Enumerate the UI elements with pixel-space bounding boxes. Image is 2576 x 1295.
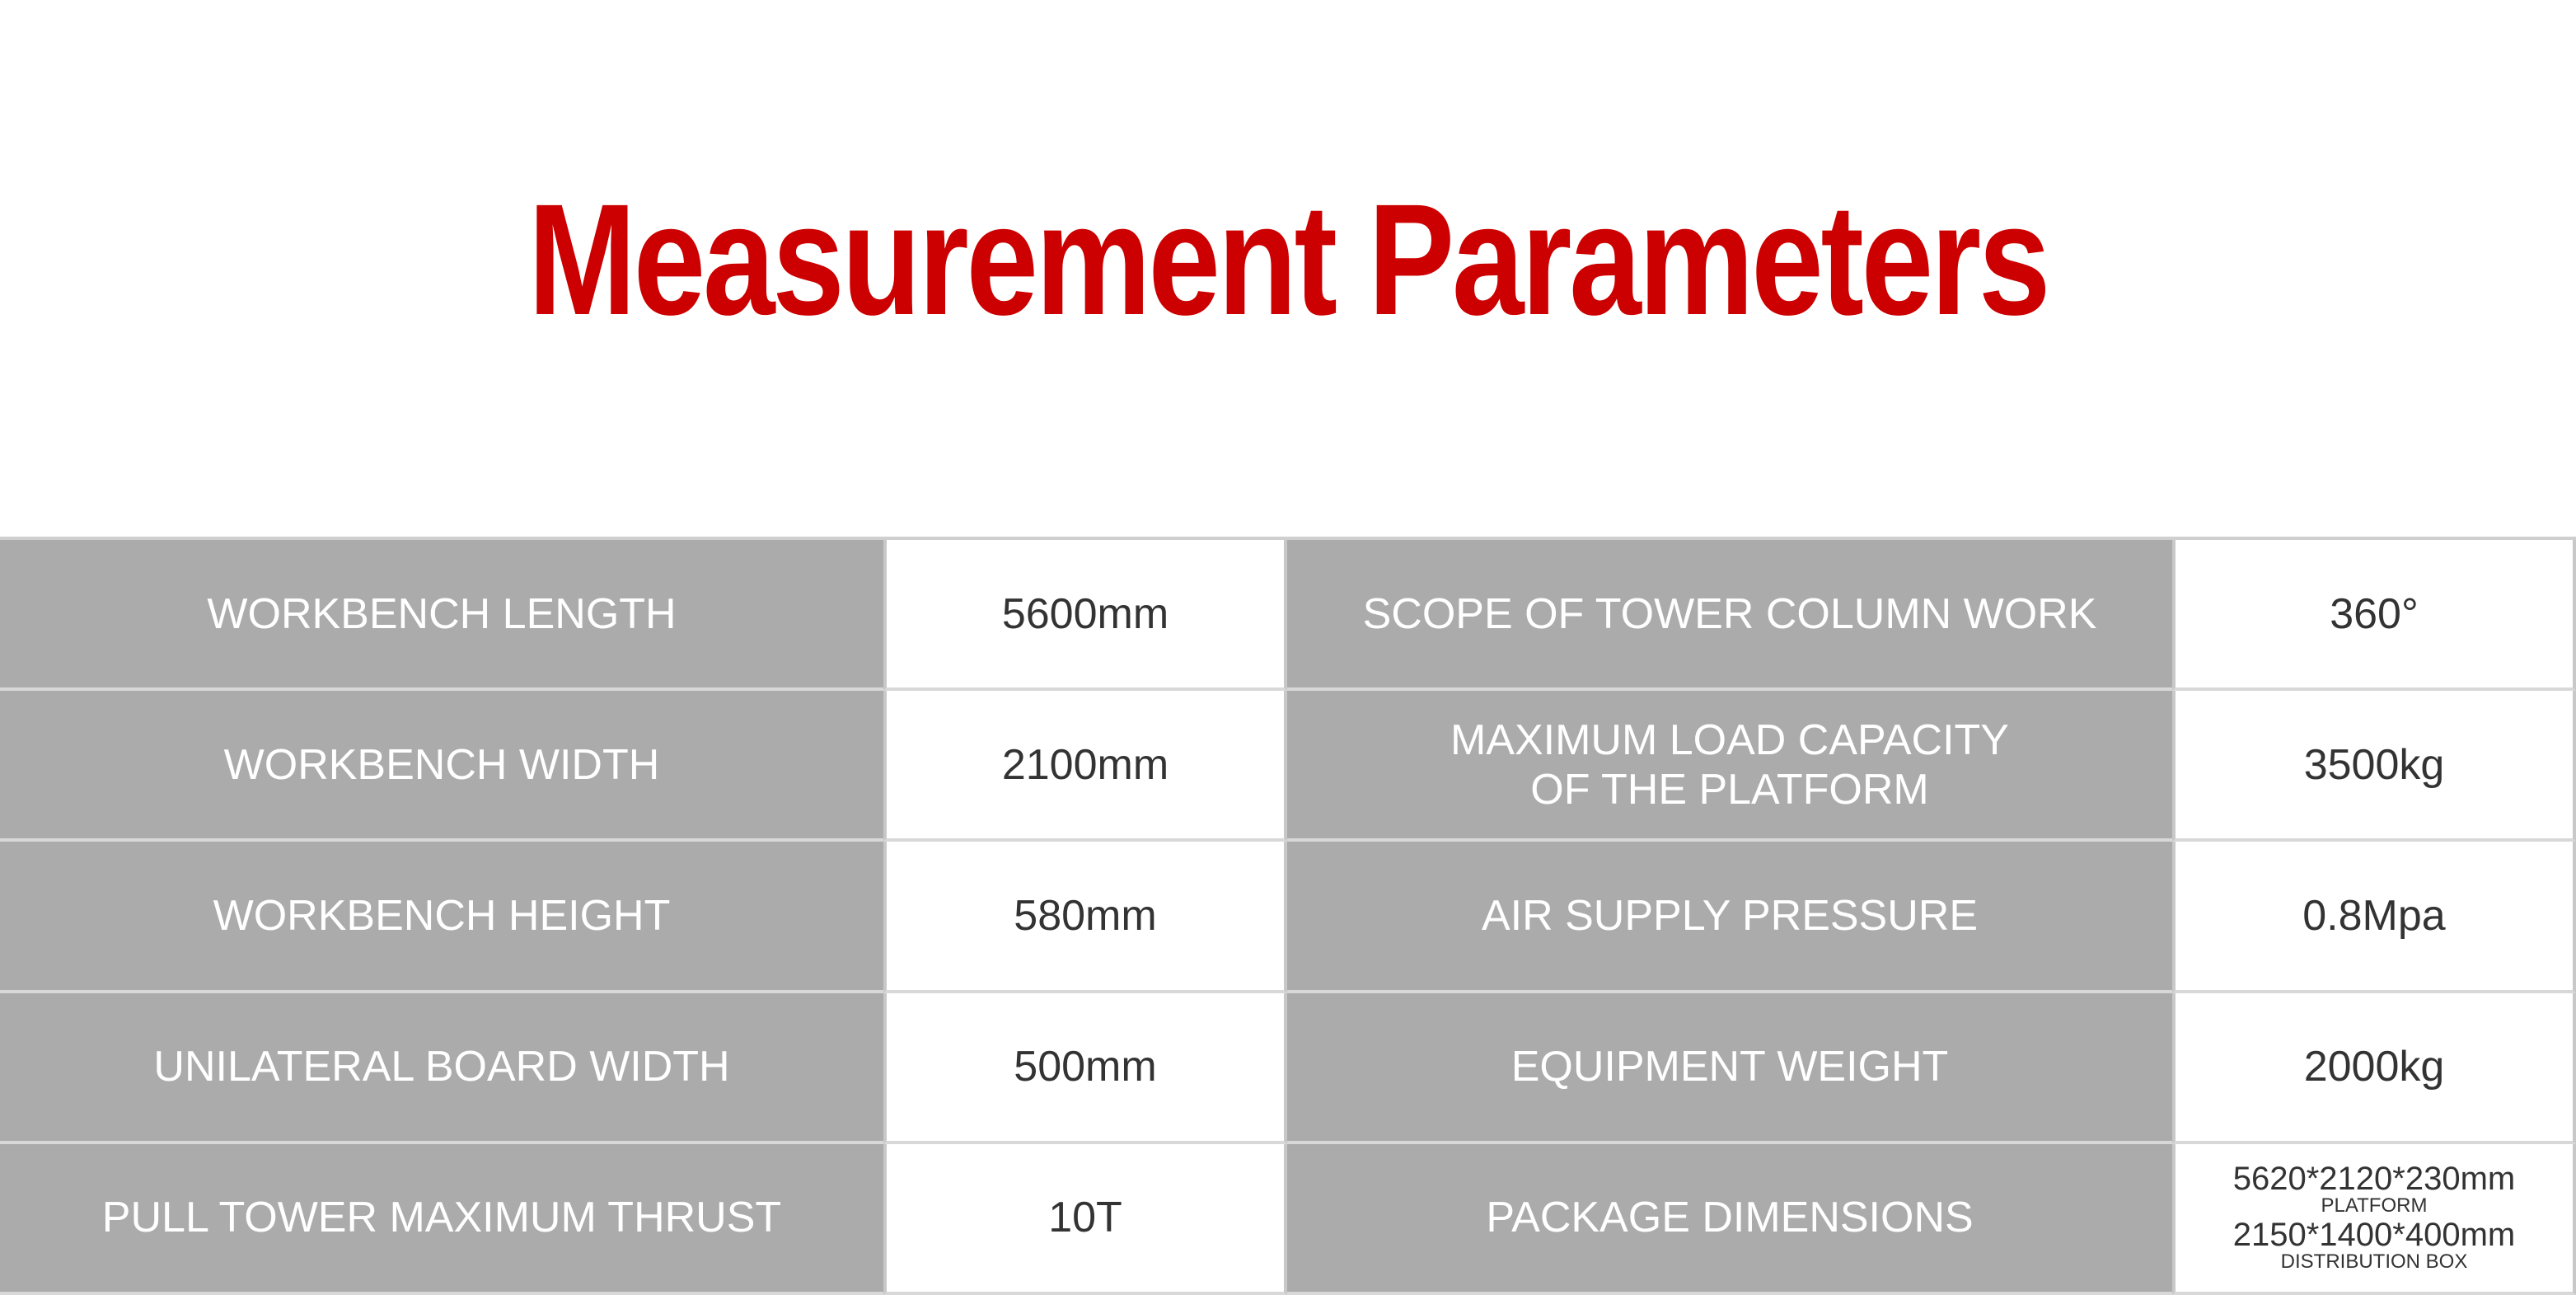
param-label: PULL TOWER MAXIMUM THRUST — [0, 1144, 883, 1295]
param-value: 580mm — [883, 842, 1287, 992]
param-label: UNILATERAL BOARD WIDTH — [0, 993, 883, 1144]
param-value: 360° — [2172, 540, 2576, 691]
param-label: AIR SUPPLY PRESSURE — [1287, 842, 2172, 992]
distribution-box-dimension: 2150*1400*400mm — [2232, 1217, 2516, 1254]
package-dimensions-value — [2172, 1144, 2576, 1295]
param-value: 2000kg — [2172, 993, 2576, 1144]
param-label: MAXIMUM LOAD CAPACITY OF THE PLATFORM — [1287, 691, 2172, 842]
page-title: Measurement Parameters — [527, 171, 2049, 348]
param-value: 0.8Mpa — [2172, 842, 2576, 992]
param-value: 3500kg — [2172, 691, 2576, 842]
param-label: SCOPE OF TOWER COLUMN WORK — [1287, 540, 2172, 691]
param-label: EQUIPMENT WEIGHT — [1287, 993, 2172, 1144]
param-value: 500mm — [883, 993, 1287, 1144]
distribution-box-caption: DISTRIBUTION BOX — [2280, 1250, 2468, 1274]
param-label: PACKAGE DIMENSIONS — [1287, 1144, 2172, 1295]
parameters-table — [0, 537, 2576, 1292]
param-label: WORKBENCH LENGTH — [0, 540, 883, 691]
platform-dimension: 5620*2120*230mm — [2232, 1161, 2516, 1198]
platform-caption: PLATFORM — [2321, 1194, 2428, 1218]
param-value: 10T — [883, 1144, 1287, 1295]
param-label: WORKBENCH WIDTH — [0, 691, 883, 842]
param-value: 5600mm — [883, 540, 1287, 691]
param-value: 2100mm — [883, 691, 1287, 842]
param-label: WORKBENCH HEIGHT — [0, 842, 883, 992]
